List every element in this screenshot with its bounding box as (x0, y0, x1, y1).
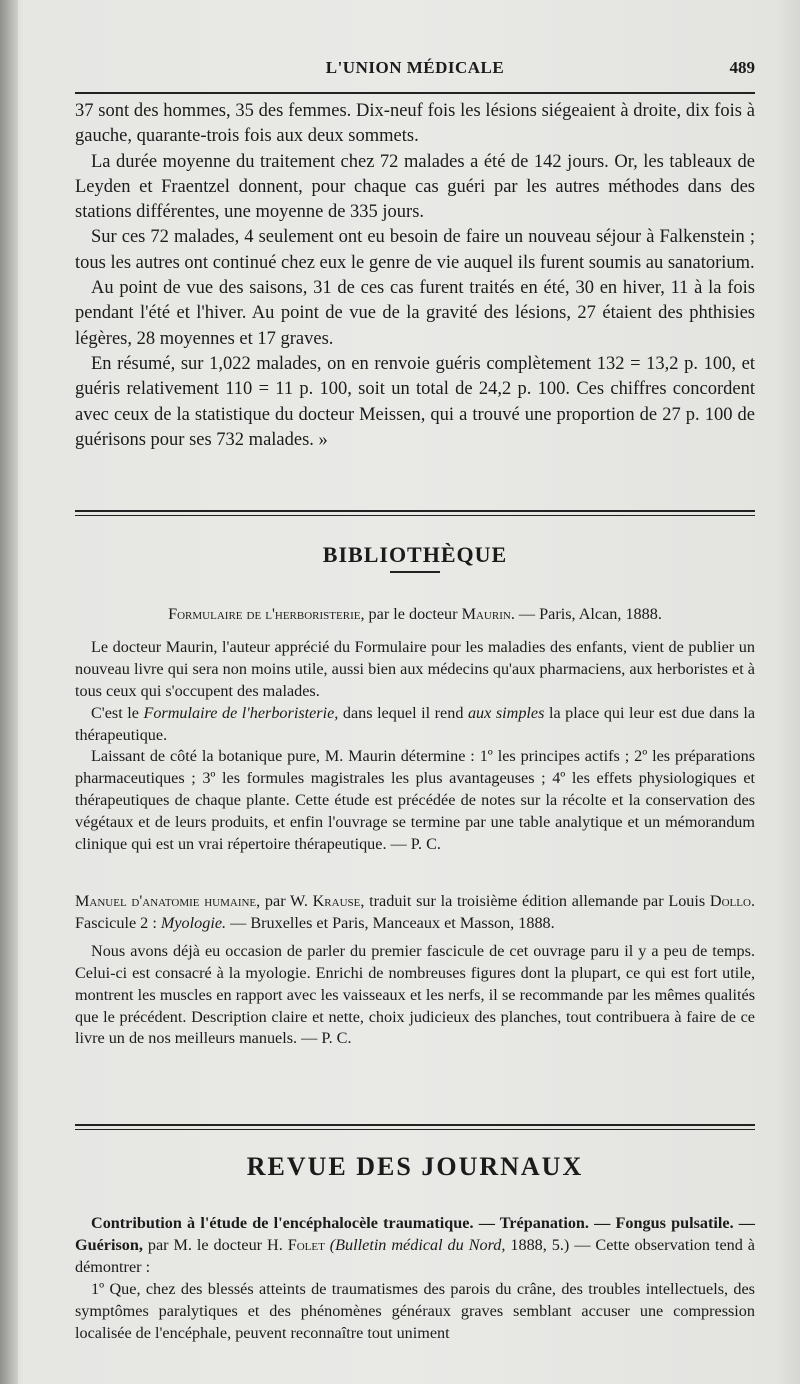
review-title: Manuel d'anatomie humaine (75, 892, 257, 910)
page-header (75, 58, 755, 86)
revue-section (75, 1152, 755, 1182)
text-run: par M. le docteur H. (142, 1235, 288, 1254)
text-run: , traduit sur la troisième édition allemande par Louis (360, 892, 710, 910)
text-run: . Fascicule 2 : (75, 892, 755, 932)
entry-title: Contribution à l'étude de l'encéphalocèle traumatique. — Trépanation. — Fongus pulsatile. — Guérison, (75, 1214, 755, 1254)
article-paragraph: En résumé, sur 1,022 malades, on en renvoie guéris complètement 132 = 13,2 p. 100, et guéris relativement 110 = 11 p. 100, soit un total de 24,2 p. 100. Ces chiffres concordent avec ceux de la statistique du docteur Meissen, qui a trouvé une proportion de 27 p. 100 de guérisons pour ses 732 malades. » (75, 353, 755, 450)
review-manuel (75, 891, 755, 1050)
heading-dash (390, 571, 440, 573)
text-run: la place qui leur est due dans la thérapeutique. (75, 703, 756, 744)
review-paragraph: Laissant de côté la botanique pure, M. Maurin détermine : 1º les principes actifs ; 2º les préparations pharmaceutiques ; 3º les formules magistrales les plus avantageuses ; 4º les effets physiologiques et thérapeutiques de chaque plante. Cette étude est précédée de notes sur la récolte et la conservation des végétaux et de leurs produits, et enfin l'ouvrage se termine par une table analytique et un mémorandum clinique qui est un vrai répertoire thérapeutique. — P. C. (75, 747, 755, 854)
review-title: Formulaire de l'herboristerie (168, 605, 361, 623)
revue-entry (75, 1213, 755, 1344)
section-divider (75, 510, 755, 516)
review-publisher: — Bruxelles et Paris, Manceaux et Masson, 1888. (226, 913, 555, 932)
review-citation (75, 891, 755, 935)
bibliotheque-section (75, 542, 755, 573)
review-author: Krause (312, 892, 361, 910)
revue-paragraph: 1º Que, chez des blessés atteints de traumatismes des parois du crâne, des troubles intellectuels, des symptômes paralytiques et des phénomènes généraux graves semblant accuser une compression localisée de l'encéphale, peuvent reconnaître tout uniment (75, 1279, 755, 1342)
review-byline: , par le docteur (360, 605, 462, 623)
article-continuation (75, 99, 755, 453)
review-citation (75, 604, 755, 626)
review-paragraph: Nous avons déjà eu occasion de parler du premier fascicule de cet ouvrage paru il y a peu de temps. Celui-ci est consacré à la myologie. Enrichi de nombreuses figures dont la plupart, ce qui est fort utile, montrent les muscles en rapport avec les vaisseaux et les nerfs, il se recommande par les mêmes qualités que le précédent. Description claire et nette, choix judicieux des planches, tout contribuera à faire de ce livre un de nos meilleurs manuels. — P. C. (75, 941, 755, 1048)
section-divider (75, 1124, 755, 1130)
article-paragraph: Au point de vue des saisons, 31 de ces cas furent traités en été, 30 en hiver, 11 à la fois pendant l'été et l'hiver. Au point de vue de la gravité des lésions, 27 étaient des phthisies légères, 28 moyennes et 17 graves. (75, 278, 755, 349)
text-run: , par W. (256, 892, 313, 910)
text-run-italic: Myologie. (160, 913, 227, 932)
text-run-italic: Formulaire de l'herboristerie, (143, 703, 339, 722)
entry-author: Folet (287, 1235, 325, 1254)
revue-lead (75, 1213, 755, 1279)
review-publisher: . — Paris, Alcan, 1888. (510, 605, 662, 623)
article-paragraph: Sur ces 72 malades, 4 seulement ont eu besoin de faire un nouveau séjour à Falkenstein ; tous les autres ont continué chez eux le genre de vie auquel ils furent soumis au sanatorium. (75, 227, 755, 273)
text-run-italic: aux simples (467, 703, 545, 722)
review-formulaire (75, 604, 755, 856)
review-paragraph (75, 703, 755, 747)
section-heading: REVUE DES JOURNAUX (246, 1152, 584, 1181)
running-title: L'UNION MÉDICALE (325, 58, 505, 77)
article-paragraph: 37 sont des hommes, 35 des femmes. Dix-neuf fois les lésions siégeaient à droite, dix fois à gauche, quarante-trois fois aux deux sommets. (75, 101, 755, 147)
review-author: Maurin (461, 605, 511, 623)
review-translator: Dollo (709, 892, 751, 910)
page-number: 489 (729, 58, 755, 77)
page-spine-shadow (0, 0, 18, 1384)
entry-source: (Bulletin médical du Nord, (329, 1235, 506, 1254)
header-rule (75, 92, 755, 94)
section-heading: BIBLIOTHÈQUE (322, 542, 508, 567)
article-paragraph: La durée moyenne du traitement chez 72 malades a été de 142 jours. Or, les tableaux de Leyden et Fraentzel donnent, pour chaque cas guéri par les autres méthodes dans des stations différentes, une moyenne de 335 jours. (75, 151, 755, 223)
review-paragraph: Le docteur Maurin, l'auteur apprécié du Formulaire pour les maladies des enfants, vient de publier un nouveau livre qui sera non moins utile, aussi bien aux médecins qu'aux pharmaciens, aux herboristes et à tous ceux qui s'occupent des malades. (75, 637, 755, 700)
text-run: C'est le (91, 703, 144, 722)
text-run: dans lequel il rend (338, 703, 468, 722)
text-run: 1888, 5.) — Cette observation tend à démontrer : (75, 1235, 755, 1276)
